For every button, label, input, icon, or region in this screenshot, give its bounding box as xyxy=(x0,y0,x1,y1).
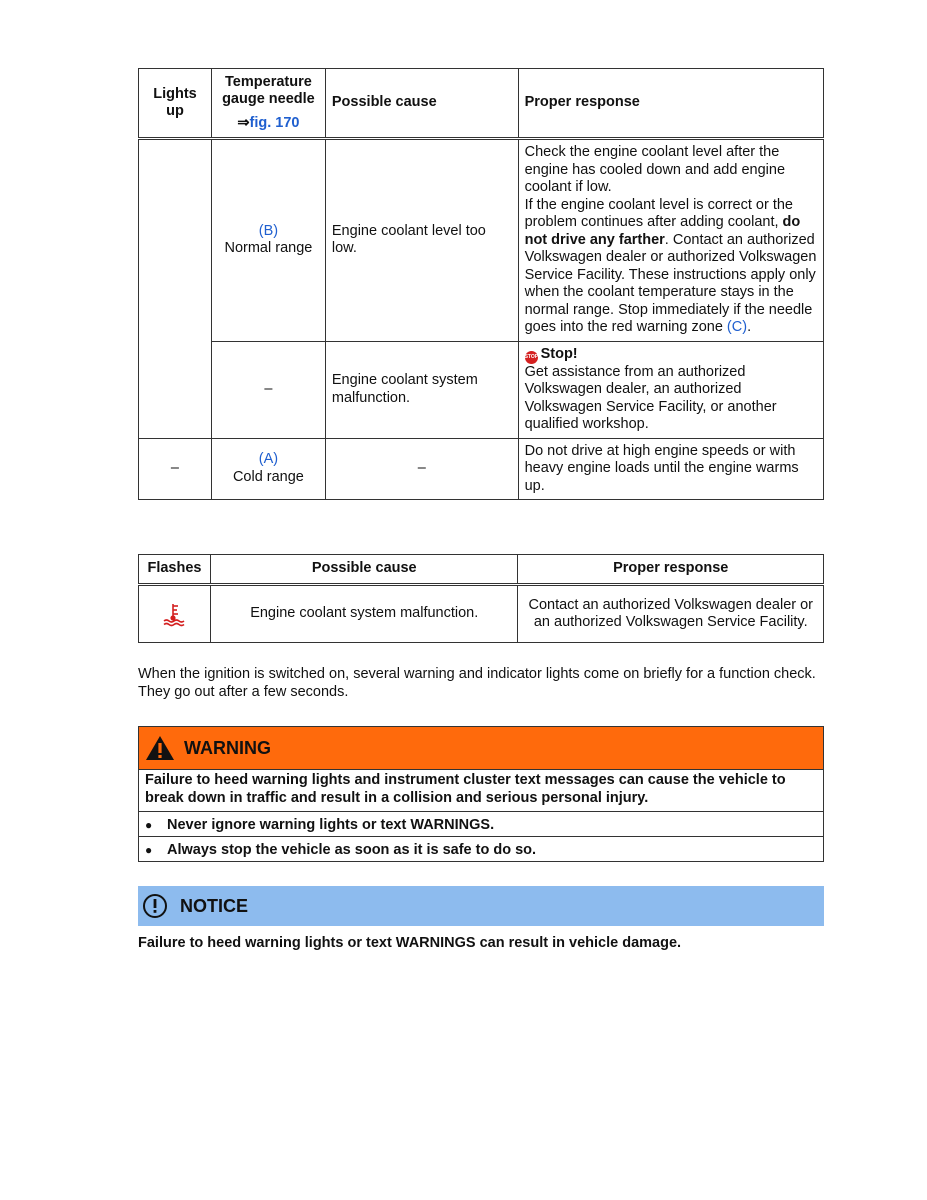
stop-icon: STOP xyxy=(525,351,538,364)
cause-cell: – xyxy=(325,438,518,500)
header-gauge-needle-label: Temperature gauge needle xyxy=(222,73,315,108)
warning-body xyxy=(139,770,823,861)
warning-text: Failure to heed warning lights and instrument cluster text messages can cause the vehicle to break down in traffic and result in a collision and serious personal injury. xyxy=(145,772,786,806)
header-proper-response: Proper response xyxy=(518,555,824,585)
response-cell xyxy=(518,341,823,438)
response-emphasis: do not drive any farther xyxy=(524,214,801,248)
warning-header xyxy=(139,727,823,770)
needle-label: Normal range xyxy=(224,240,313,257)
bullet-dot-icon: ● xyxy=(145,843,153,858)
table-row xyxy=(139,585,824,643)
warning-box xyxy=(138,726,824,862)
fig-ref-arrow: ⇒ xyxy=(237,114,250,131)
coolant-lights-up-table xyxy=(138,68,824,500)
warning-title: WARNING xyxy=(184,737,271,758)
response-text: . xyxy=(747,319,752,335)
coolant-flashes-table xyxy=(138,554,824,643)
header-proper-response: Proper response xyxy=(518,69,823,139)
cause-cell: Engine coolant level too low. xyxy=(325,139,518,342)
response-text: If the engine coolant level is correct or the problem continues after adding coolant, xyxy=(524,196,793,230)
header-flashes: Flashes xyxy=(139,555,211,585)
warning-bullet xyxy=(139,836,823,861)
needle-label: Cold range xyxy=(232,468,304,485)
notice-text: Failure to heed warning lights or text WARNINGS can result in vehicle damage. xyxy=(138,935,682,951)
table-row xyxy=(139,438,824,500)
header-possible-cause: Possible cause xyxy=(325,69,518,139)
flashes-cell xyxy=(139,585,211,643)
exclamation-circle-icon xyxy=(142,893,168,919)
needle-cell xyxy=(211,438,325,500)
header-possible-cause: Possible cause xyxy=(210,555,518,585)
needle-marker: (B) xyxy=(258,222,279,239)
needle-marker: (A) xyxy=(258,451,279,468)
header-gauge-needle xyxy=(211,69,325,139)
response-cell xyxy=(518,139,823,342)
warning-bullet xyxy=(139,811,823,836)
response-text: Get assistance from an authorized Volkswagen dealer, an authorized Volkswagen Service Facility, or another qualified workshop. xyxy=(524,363,777,432)
response-cell: Do not drive at high engine speeds or with heavy engine loads until the engine warms up. xyxy=(518,438,823,500)
cause-cell: Engine coolant system malfunction. xyxy=(210,585,518,643)
table-header-row xyxy=(139,69,824,139)
warning-triangle-icon xyxy=(145,735,175,761)
lights-cell xyxy=(139,139,212,439)
header-lights-up: Lights up xyxy=(139,69,212,139)
lights-cell: – xyxy=(139,438,212,500)
response-text: . Contact an authorized Volkswagen dealer or authorized Volkswagen Service Facility. These instructions apply only when the coolant temperature stays in the normal range. Stop immediately if the needle goes into the red warning zone xyxy=(524,231,817,335)
fig-ref-link[interactable]: fig. 170 xyxy=(249,114,300,131)
coolant-temperature-warning-icon xyxy=(161,601,187,627)
response-cell: Contact an authorized Volkswagen dealer or an authorized Volkswagen Service Facility. xyxy=(518,585,824,643)
table-header-row xyxy=(139,555,824,585)
needle-cell xyxy=(211,139,325,342)
notice-title: NOTICE xyxy=(180,895,249,916)
warning-bullet-text: Always stop the vehicle as soon as it is safe to do so. xyxy=(167,842,537,859)
function-check-paragraph: When the ignition is switched on, several warning and indicator lights come on briefly for a function check. They go out after a few seconds. xyxy=(138,666,816,700)
response-marker: (C) xyxy=(726,319,748,335)
table-row xyxy=(139,341,824,438)
warning-bullet-text: Never ignore warning lights or text WARNINGS. xyxy=(167,817,495,834)
needle-cell: – xyxy=(211,341,325,438)
response-text: Check the engine coolant level after the engine has cooled down and add engine coolant if low. xyxy=(524,144,786,195)
table-row xyxy=(139,139,824,342)
cause-cell: Engine coolant system malfunction. xyxy=(325,341,518,438)
bullet-dot-icon: ● xyxy=(145,818,153,833)
notice-header xyxy=(138,886,824,926)
stop-label: Stop! xyxy=(540,345,578,362)
